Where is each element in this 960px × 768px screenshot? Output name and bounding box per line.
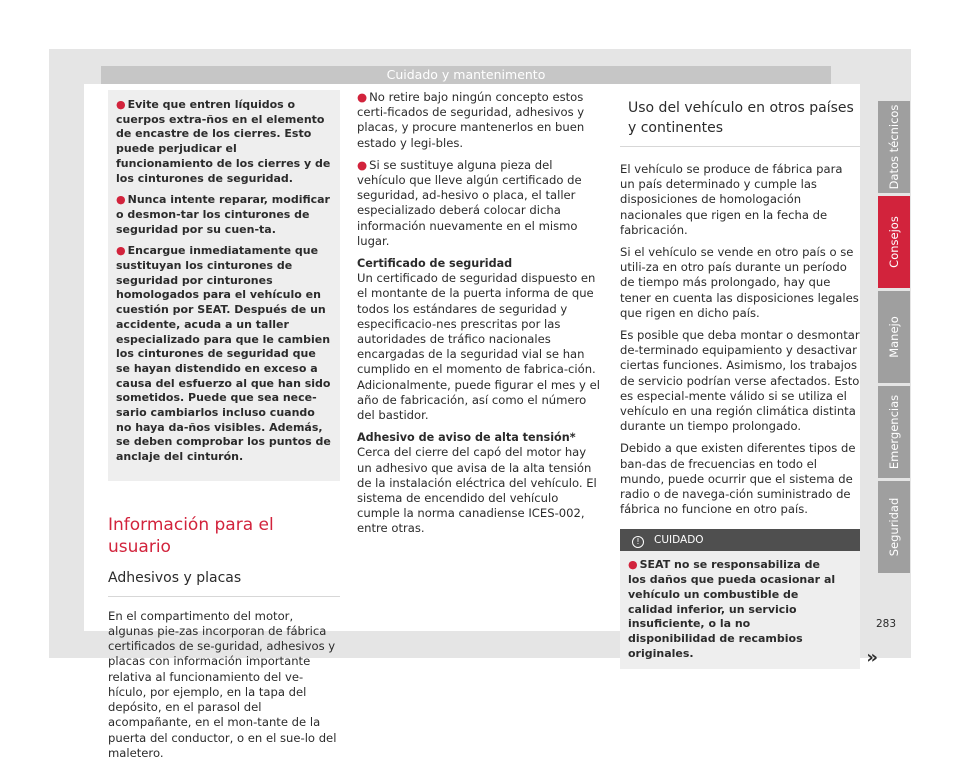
- body-paragraph: Debido a que existen diferentes tipos de ban-das de frecuencias en todo el mundo, puede ocurrir que el sistema de radio o de navega-ción suministrado de fábrica no funcione en otro país.: [620, 441, 856, 517]
- caution-icon: !: [632, 536, 644, 548]
- column-left: [108, 90, 340, 768]
- section-title: Uso del vehículo en otros países y continentes: [620, 96, 860, 147]
- warning-box: [108, 90, 340, 481]
- section-title: Información para el usuario: [108, 514, 274, 557]
- warning-item: ● Nunca intente reparar, modificar o desmon-tar los cinturones de seguridad por su cuen-ta.: [116, 193, 330, 236]
- caution-label: CUIDADO: [654, 534, 704, 547]
- warning-item: ● Evite que entren líquidos o cuerpos extra-ños en el elemento de encastre de los cierres. Esto puede perjudicar el funcionamiento de los cierres y de los cinturones de seguridad.: [116, 98, 331, 185]
- body-paragraph: En el compartimento del motor, algunas pie-zas incorporan de fábrica certificados de se-guridad, adhesivos y placas con información importante relativa al funcionamiento del ve-hículo, por ejemplo, en la tapa del depósito, en el parasol del acompañante, en el mon-tante de la puerta del conductor, o en el sue-lo del maletero.: [108, 608, 337, 760]
- caution-header: [620, 529, 860, 551]
- body-paragraph: El vehículo se produce de fábrica para un país determinado y cumple las disposiciones de homologación nacionales que rigen en la fecha de fabricación.: [620, 162, 843, 237]
- tab-manejo[interactable]: Manejo: [878, 291, 910, 383]
- tab-emergencias[interactable]: Emergencias: [878, 386, 910, 478]
- bullet-icon: ●: [116, 244, 126, 258]
- subheading: Certificado de seguridad: [357, 257, 513, 271]
- bullet-icon: ●: [116, 193, 126, 207]
- bullet-paragraph: ● Si se sustituye alguna pieza del vehículo que lleve algún certificado de seguridad, ad-hesivo o placa, el taller especializado deberá colocar dicha información nuevamente en el mismo lugar.: [357, 157, 582, 248]
- body-paragraph: Cerca del cierre del capó del motor hay un adhesivo que avisa de la alta tensión de la instalación eléctrica del vehículo. El sistema de encendido del vehículo cumple la norma canadiense ICES-002, entre otras.: [357, 445, 597, 536]
- sub-title: Adhesivos y placas: [108, 568, 340, 597]
- bullet-paragraph: ● No retire bajo ningún concepto estos certi-ficados de seguridad, adhesivos y placas, y procure mantenerlos en buen estado y legi-bles.: [357, 90, 585, 150]
- tab-seguridad[interactable]: Seguridad: [878, 481, 910, 573]
- caution-box: [620, 551, 878, 669]
- caution-text: SEAT no se responsabiliza de los daños que pueda ocasionar al vehículo un combustible de calidad inferior, un servicio insuficiente, o la no disponibilidad de recambios originales.: [628, 558, 836, 660]
- body-paragraph: Es posible que deba montar o desmontar de-terminado equipamiento y desactivar ciertas funciones. Asimismo, los trabajos de servicio podrían verse afectados. Esto es especial-mente válido si se utiliza el vehículo en una región climática distinta durante un tiempo prolongado.: [620, 328, 860, 434]
- warning-item: ● Encargue inmediatamente que sustituyan los cinturones de seguridad por cinturones homologados para el vehículo en cuestión por SEAT. Después de un accidente, acuda a un taller especializado para que le cambien los cinturones de seguridad que se hayan distendido en exceso a causa del esfuerzo al que han sido sometidos. Puede que sea nece-sario cambiarlos incluso cuando no haya da-ños visibles. Además, se deben comprobar los puntos de anclaje del cinturón.: [116, 244, 331, 464]
- tab-consejos[interactable]: Consejos: [878, 196, 910, 288]
- chapter-tabs: [878, 101, 910, 576]
- bullet-icon: ●: [116, 98, 126, 111]
- page-header: Cuidado y mantenimento: [101, 66, 831, 84]
- subheading: Adhesivo de aviso de alta tensión*: [357, 431, 576, 445]
- bullet-icon: ●: [357, 157, 368, 172]
- bullet-icon: ●: [357, 90, 368, 104]
- continue-arrow-icon: »: [866, 646, 878, 668]
- column-middle: [357, 90, 601, 544]
- body-paragraph: Un certificado de seguridad dispuesto en el montante de la puerta informa de que todos los estándares de seguridad y especificacio-nes prescritas por las autoridades de tráfico nacionales encargadas de la seguridad vial se han cumplido en el momento de fabrica-ción. Adicionalmente, puede figurar el mes y el año de fabricación, así como el número del bastidor.: [357, 271, 600, 423]
- body-paragraph: Si el vehículo se vende en otro país o se utili-za en otro país durante un período de tiempo más prolongado, hay que tener en cuenta las disposiciones legales que rigen en dicho país.: [620, 245, 859, 320]
- bullet-icon: ●: [628, 558, 638, 572]
- tab-datos-tecnicos[interactable]: Datos técnicos: [878, 101, 910, 193]
- column-right: [620, 90, 878, 669]
- page-number: 283: [876, 618, 897, 630]
